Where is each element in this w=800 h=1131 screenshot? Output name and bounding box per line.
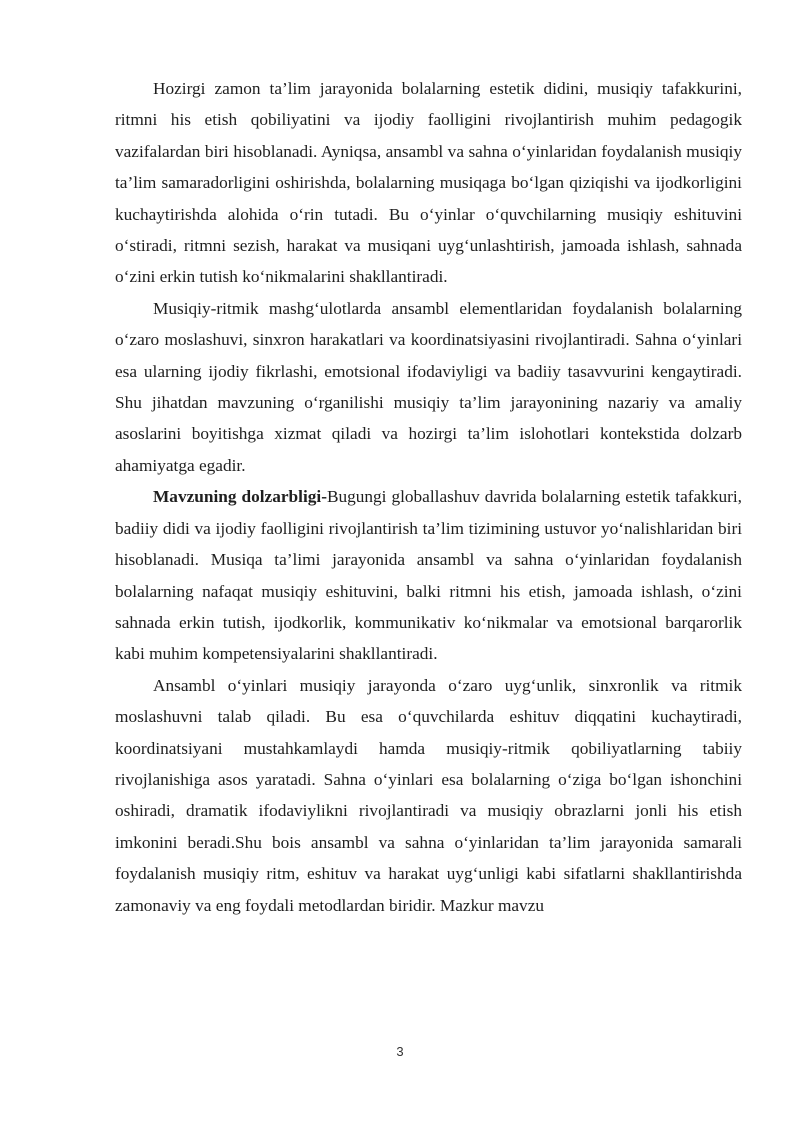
paragraph-musical-rhythmic-text: Musiqiy-ritmik mashg‘ulotlarda ansambl elementlaridan foydalanish bolalarning o‘zaro moslashuvi, sinxron harakatlari va koordinatsiyasini rivojlantiradi. Sahna o‘yinlari esa ularning ijodiy fikrlashi, emotsional ifodaviyligi va badiiy tasavvurini kengaytiradi. Shu jihatdan mavzuning o‘rganilishi musiqiy ta’lim jarayonining nazariy va amaliy asoslarini boyitishga xizmat qiladi va hozirgi ta’lim islohotlari kontekstida dolzarb ahamiyatga egadir.	[115, 298, 742, 475]
paragraph-intro	[115, 73, 742, 293]
paragraph-relevance-text: Bugungi globallashuv davrida bolalarning estetik tafakkuri, badiiy didi va ijodiy faolligini rivojlantirish ta’lim tizimining ustuvor yo‘nalishlaridan biri hisoblanadi. Musiqa ta’limi jarayonida ansambl va sahna o‘yinlaridan foydalanish bolalarning nafaqat musiqiy eshituvini, balki ritmni his etish, jamoada ishlash, o‘zini sahnada erkin tutish, ijodkorlik, kommunikativ ko‘nikmalar va emotsional barqarorlik kabi muhim kompetensiyalarini shakllantiradi.	[115, 487, 742, 664]
paragraph-ensemble-games	[115, 670, 742, 921]
document-body	[115, 73, 742, 921]
paragraph-ensemble-games-text: Ansambl o‘yinlari musiqiy jarayonda o‘zaro uyg‘unlik, sinxronlik va ritmik moslashuvni talab qiladi. Bu esa o‘quvchilarda eshituv diqqatini kuchaytiradi, koordinatsiyani mustahkamlaydi hamda musiqiy-ritmik qobiliyatlarning tabiiy rivojlanishiga asos yaratadi. Sahna o‘yinlari esa bolalarning o‘ziga bo‘lgan ishonchini oshiradi, dramatik ifodaviylikni rivojlantiradi va musiqiy obrazlarni jonli his etish imkonini beradi.Shu bois ansambl va sahna o‘yinlaridan ta’lim jarayonida samarali foydalanish musiqiy ritm, eshituv va harakat uyg‘unligi kabi sifatlarni shakllantirishda zamonaviy va eng foydali metodlardan biridir. Mazkur mavzu	[115, 675, 742, 915]
paragraph-intro-text: Hozirgi zamon ta’lim jarayonida bolalarning estetik didini, musiqiy tafakkurini, ritmni his etish qobiliyatini va ijodiy faolligini rivojlantirish muhim pedagogik vazifalardan biri hisoblanadi. Ayniqsa, ansambl va sahna o‘yinlaridan foydalanish musiqiy ta’lim samaradorligini oshirishda, bolalarning musiqaga bo‘lgan qiziqishi va ijodkorligini kuchaytirishda alohida o‘rin tutadi. Bu o‘yinlar o‘quvchilarning musiqiy eshituvini o‘stiradi, ritmni sezish, harakat va musiqani uyg‘unlashtirish, jamoada ishlash, sahnada o‘zini erkin tutish ko‘nikmalarini shakllantiradi.	[115, 79, 742, 287]
relevance-heading: Mavzuning dolzarbligi-	[153, 487, 327, 507]
paragraph-relevance	[115, 481, 742, 669]
paragraph-musical-rhythmic	[115, 293, 742, 481]
page-number: 3	[396, 1044, 404, 1059]
